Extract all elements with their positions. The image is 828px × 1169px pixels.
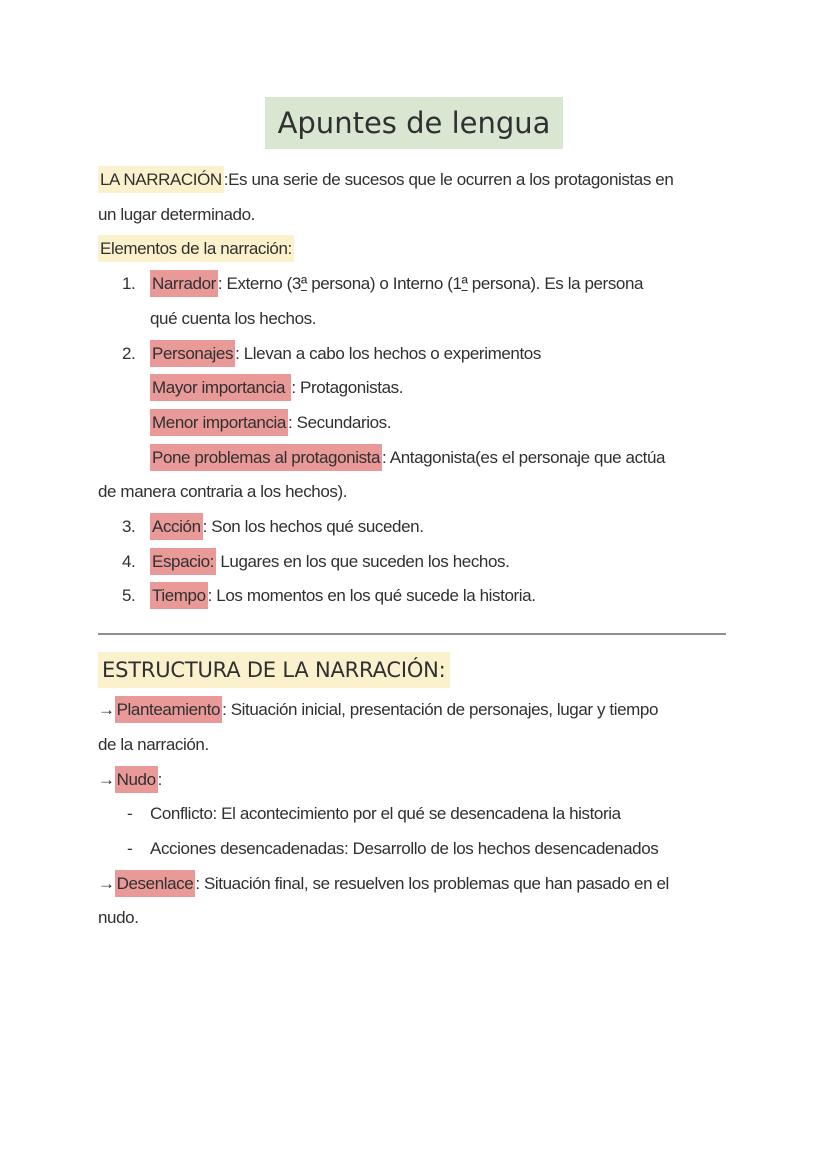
text-segment: → bbox=[98, 700, 115, 720]
highlighted-text: Mayor importancia bbox=[150, 374, 291, 401]
highlighted-text: Acción bbox=[150, 513, 203, 540]
highlighted-text: Pone problemas al protagonista bbox=[150, 444, 382, 471]
list-marker: 3. bbox=[122, 517, 136, 537]
document-line bbox=[98, 728, 728, 763]
document-line bbox=[98, 797, 728, 832]
highlighted-text: ESTRUCTURA DE LA NARRACIÓN: bbox=[98, 652, 450, 688]
document-line bbox=[98, 371, 728, 406]
document-line bbox=[98, 337, 728, 372]
document-line bbox=[98, 763, 728, 798]
page-title: Apuntes de lengua bbox=[265, 97, 564, 149]
highlighted-text: LA NARRACIÓN bbox=[98, 166, 224, 193]
text-segment: de la narración. bbox=[98, 734, 209, 754]
document-line bbox=[98, 693, 728, 728]
list-marker: 2. bbox=[122, 343, 136, 363]
highlighted-text: Nudo bbox=[115, 766, 158, 793]
list-marker: - bbox=[127, 804, 133, 824]
document-body bbox=[98, 163, 728, 936]
text-segment: nudo. bbox=[98, 908, 139, 928]
document-line bbox=[98, 163, 728, 198]
text-segment: : Los momentos en los qué sucede la historia. bbox=[207, 586, 536, 606]
document-line bbox=[98, 545, 728, 580]
document-line bbox=[98, 510, 728, 545]
text-segment: → bbox=[98, 769, 115, 789]
text-segment: → bbox=[98, 873, 115, 893]
text-segment: : Son los hechos qué suceden. bbox=[202, 517, 424, 537]
text-segment: : Situación inicial, presentación de personajes, lugar y tiempo bbox=[222, 700, 659, 720]
text-segment: de manera contraria a los hechos). bbox=[98, 482, 348, 502]
text-segment: : Secundarios. bbox=[287, 412, 392, 432]
highlighted-text: Menor importancia bbox=[150, 409, 288, 436]
highlighted-text: Planteamiento bbox=[115, 696, 222, 723]
text-segment: Conflicto: El acontecimiento por el qué se desencadena la historia bbox=[150, 804, 621, 824]
section-heading bbox=[98, 647, 728, 693]
document-line bbox=[98, 198, 728, 233]
text-segment: persona). Es la persona bbox=[467, 274, 644, 294]
highlighted-text: Desenlace bbox=[115, 870, 196, 897]
title-row bbox=[0, 0, 828, 149]
text-segment: : Externo (3 bbox=[217, 274, 301, 294]
text-segment: un lugar determinado. bbox=[98, 204, 255, 224]
highlighted-text: Tiempo bbox=[150, 582, 208, 609]
list-marker: 5. bbox=[122, 586, 136, 606]
text-segment: Lugares en los que suceden los hechos. bbox=[216, 551, 510, 571]
document-line bbox=[98, 901, 728, 936]
text-segment: :Es una serie de sucesos que le ocurren a los protagonistas en bbox=[223, 170, 674, 189]
list-marker: 4. bbox=[122, 551, 136, 571]
document-line bbox=[98, 406, 728, 441]
text-segment: ª bbox=[300, 274, 307, 294]
text-segment: : Antagonista(es el personaje que actúa bbox=[382, 447, 666, 467]
list-marker: - bbox=[127, 838, 133, 858]
text-segment: : Llevan a cabo los hechos o experimentos bbox=[235, 343, 541, 363]
text-segment: : Protagonistas. bbox=[291, 378, 404, 398]
document-line bbox=[98, 232, 728, 267]
text-segment: : bbox=[157, 769, 162, 789]
document-line bbox=[98, 579, 728, 614]
document-line bbox=[98, 441, 728, 476]
document-line bbox=[98, 832, 728, 867]
document-line bbox=[98, 267, 728, 302]
highlighted-text: Personajes bbox=[150, 340, 235, 367]
section-divider bbox=[98, 633, 726, 635]
text-segment: qué cuenta los hechos. bbox=[150, 308, 317, 328]
document-line bbox=[98, 302, 728, 337]
text-segment: ª bbox=[461, 274, 468, 294]
highlighted-text: Espacio: bbox=[150, 548, 216, 575]
document-line bbox=[98, 867, 728, 902]
list-marker: 1. bbox=[122, 274, 136, 294]
highlighted-text: Narrador bbox=[150, 270, 218, 297]
text-segment: persona) o Interno (1 bbox=[306, 274, 462, 294]
document-line bbox=[98, 475, 728, 510]
text-segment: : Situación final, se resuelven los problemas que han pasado en el bbox=[195, 873, 669, 893]
highlighted-text: Elementos de la narración: bbox=[98, 235, 294, 262]
text-segment: Acciones desencadenadas: Desarrollo de los hechos desencadenados bbox=[150, 838, 659, 858]
